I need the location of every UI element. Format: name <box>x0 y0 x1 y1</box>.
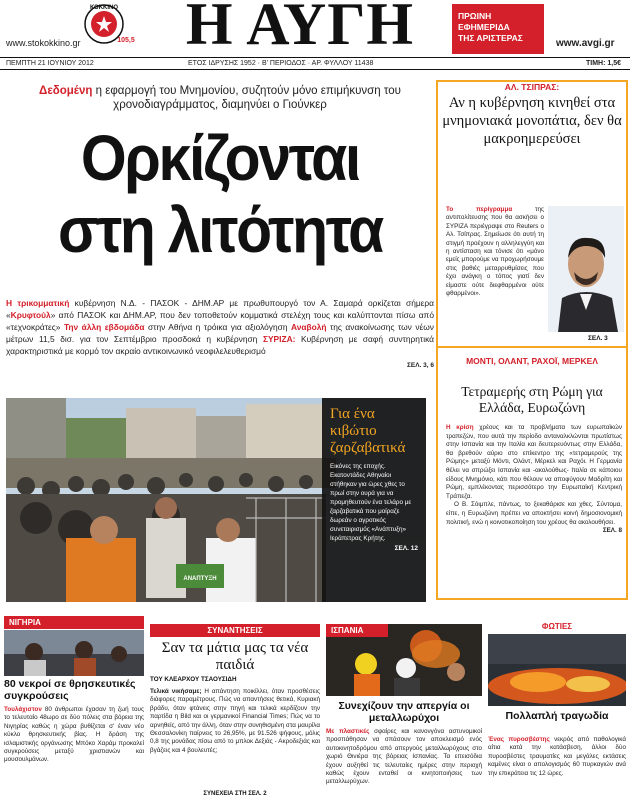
fires-body-text: νεκρός από παθολογικά αίτια κατά την κατάσβεση, άλλοι δύο πυροσβέστες τραυματίες και μεγάλες εκτάσεις καμένες είναι ο απολογισμός 60 πυρκαγιών ανά την επικράτεια τις 12 ώρες. <box>488 736 626 777</box>
spain-body-text: σφαίρες και κανονγόνα αστυνομικοί προσπάθησαν να σπάσουν τον αποκλεισμό ενός αυτοκινητοδρόμου από απεργούς μεταλλωρύχους στο χωριό Θινιέρα της βόρειας Ισπανίας. Τα επεισόδια έχουν αυξηθεί τις τελευταίες ημέρες στην περιοχή καθώς έχουν ενταθεί οι κινητοποιήσεις των μεταλλωρύχων. <box>326 728 482 786</box>
tsipras-headline[interactable]: Αν η κυβέρνηση κινηθεί στα μνημονιακά μονοπάτια, δεν θα μακροημερεύσει <box>442 95 622 147</box>
issue-price: ΤΙΜΗ: 1,5€ <box>586 60 622 67</box>
summit-body <box>446 424 622 536</box>
photo-story-title[interactable]: Για ένα κιβώτιο ζαρζαβατικά <box>330 406 406 456</box>
tagline-line-1: ΠΡΩΙΝΗ <box>458 11 492 21</box>
issue-date: ΠΕΜΠΤΗ 21 ΙΟΥΝΙΟΥ 2012 <box>6 60 94 67</box>
lead-text-4: Κυβέρνηση με σαφή συντηρητικά χαρακτηριστικά με κορμό τον ακραίο αντικοινωνικό νεοφιλελευθερισμό <box>6 334 434 356</box>
tagline-line-2: ΕΦΗΜΕΡΙΔΑ <box>458 22 510 32</box>
lead-text-1: κυβέρνηση Ν.Δ. - ΠΑΣΟΚ - ΔΗΜ.ΑΡ με πρωθυπουργό τον Α. Σαμαρά ορκίζεται σήμερα « <box>6 298 435 320</box>
nigeria-headline[interactable]: 80 νεκροί σε θρησκευτικές συγκρούσεις <box>4 678 136 702</box>
headline-line-1: Ορκίζονται <box>80 122 360 194</box>
meetings-byline: ΤΟΥ ΚΛΕΑΡΧΟΥ ΤΣΑΟΥΣΙΔΗ <box>150 676 237 683</box>
kokkino-radio-logo <box>80 2 144 46</box>
summit-kicker: ΜΟΝΤΙ, ΟΛΑΝΤ, ΡΑΧΟΪ, ΜΕΡΚΕΛ <box>466 356 598 366</box>
spain-body <box>326 728 482 800</box>
kicker-text: η εφαρμογή του Μνημονίου, συζητούν μόνο επιμήκυνση του χρονοδιαγράμματος, διαμηνύει ο Γιούνκερ <box>92 85 401 111</box>
lead-red-1: Κρυφτούλ <box>10 310 51 320</box>
fires-headline[interactable]: Πολλαπλή τραγωδία <box>505 710 609 722</box>
right-column-divider <box>436 346 628 348</box>
meetings-body <box>150 688 320 790</box>
lead-paragraph <box>6 297 434 372</box>
lead-bold-2: Την άλλη εβδομάδα <box>63 322 145 332</box>
meetings-page-ref[interactable]: ΣΥΝΕΧΕΙΑ ΣΤΗ ΣΕΛ. 2 <box>203 791 267 797</box>
fires-body-bold: Ένας πυροσβέστης <box>488 736 550 743</box>
meetings-body-bold: Τελικά νικήσαμε; <box>150 688 202 695</box>
tsipras-body-bold: Το περίγραμμα <box>446 206 513 213</box>
summit-headline[interactable]: Τετραμερής στη Ρώμη για Ελλάδα, Ευρωζώνη <box>461 384 603 415</box>
dateline-bar <box>0 57 630 70</box>
summit-page-ref[interactable]: ΣΕΛ. 8 <box>602 527 622 535</box>
nigeria-photo <box>4 630 144 676</box>
fires-body <box>488 736 626 800</box>
photo-story-body: Εικόνες της εποχής. Εκατοντάδες Αθηναίοι στήθηκαν για ώρες χθες το πρωί στην ουρά για να προμηθευτούν ένα τελάρο με ζαρζαβατικά που μοίραζε δωρεάν ο αγροτικός συνεταιρισμός «Ανάπτυξη» Ιεράπετρας Κρήτης. <box>330 463 412 542</box>
produce-box-label: ΑΝΑΠΤΥΞΗ <box>183 576 217 582</box>
nigeria-body <box>4 706 144 800</box>
logo-frequency: 105,5 <box>117 37 135 44</box>
tsipras-body <box>446 206 544 298</box>
kicker-bold: Δεδομένη <box>39 85 93 97</box>
main-headline[interactable] <box>23 122 417 266</box>
section-nigeria: ΝΙΓΗΡΙΑ <box>4 616 144 629</box>
lead-page-ref[interactable]: ΣΕΛ. 3, 6 <box>406 362 434 369</box>
section-spain: ΙΣΠΑΝΙΑ <box>326 624 388 637</box>
lead-bold-4: ΣΥΡΙΖΑ: <box>262 334 296 344</box>
spain-headline[interactable]: Συνεχίζουν την απεργία οι μεταλλωρύχοι <box>338 700 470 724</box>
tsipras-portrait <box>548 206 624 332</box>
summit-body-p2: Ο Β. Σόιμπλε, πάντως, το ξεκαθάρισε και χθες. Σύντομα, είπε, η Ευρωζώνη πρέπει να αποκτήσει κοινή δημοσιονομική πολιτική, ενώ η κοινοτικοποίηση του χρέους θα ακολουθήσει. <box>446 501 622 526</box>
radio-url[interactable]: www.stokokkino.gr <box>6 38 81 48</box>
headline-line-2: στη λιτότητα <box>57 194 383 266</box>
newspaper-url[interactable]: www.avgi.gr <box>556 38 615 49</box>
nigeria-body-text: 80 άνθρωποι έχασαν τη ζωή τους το τελευταίο 48ωρο σε δύο πόλεις στα βόρεια της Νιγηρίας καθώς η χώρα βυθίζεται σ' έναν νέο κύκλο θρησκευτικής βίας. Η δράση της ισλαμιστικής οργάνωσης Μπόκο Χαράμ προκαλεί συγκρούσεις μεταξύ χριστιανών και μουσουλμάνων. <box>4 706 144 764</box>
lead-bold-3: Αναβολή <box>290 322 327 332</box>
newspaper-title: Η ΑΥΓΗ <box>185 0 415 57</box>
lead-text-1b: » από ΠΑΣΟΚ και ΔΗΜ.ΑΡ, που δεν τοποθετούν κομματικά στελέχη τους και καλύπτονται πίσω από «τεχνοκράτες» <box>6 310 434 332</box>
nigeria-body-bold: Τουλάχιστον <box>4 706 42 713</box>
spain-body-bold: Με πλαστικές <box>326 728 370 735</box>
headline-kicker <box>6 84 434 112</box>
tsipras-kicker: ΑΛ. ΤΣΙΠΡΑΣ: <box>504 82 560 92</box>
lead-bold-1: Η τρικομματική <box>6 298 70 308</box>
logo-text: ΚΟΚΚΙΝΟ <box>89 5 119 11</box>
lead-text-3: της ανακοίνωσης των νέων μέτρων 11,5 δισ. για τον Σεπτέμβριο προσδοκά η κυβέρνηση <box>6 322 434 344</box>
section-fires: ΦΩΤΙΕΣ <box>488 620 626 633</box>
tsipras-body-text: της αντιπολίτευσης που θα ασκήσει ο ΣΥΡΙΖΑ περιέγραψε στο Reuters ο Αλ. Τσίπρας. Σημείωσε ότι αυτή τη στιγμή προέχουν η αλληλεγγύη και η αντίσταση και τόνισε ότι «μόνο εμείς μπορούμε να προχωρήσουμε στις βαθιές μεταρρυθμίσεις που έχει ανάγκη ο τόπος γιατί δεν είμαστε ούτε διεφθαρμένοι ούτε φθαρμένοι». <box>446 206 544 298</box>
tagline-box <box>452 4 544 54</box>
meetings-headline[interactable]: Σαν τα μάτια μας τα νέα παιδιά <box>161 640 309 673</box>
meetings-body-text: Η απάντηση ποικίλλει, όταν προσθέσεις διάφορες παραμέτρους. Πώς να απαντήσεις θετικά, Κυριακή βράδυ, όταν φτάνεις στην πηγή και τελικά κερδίζουν την παρτίδα η Bild και οι γερμανικοί Financial Times; Πώς να το αρνηθείς, από την άλλη, όταν στην συνηθισμένη στα μαυρίλα Θεσσαλονίκη παίρνεις το 26,95%, με 91.526 ψήφους, μόλις 0,8 της μονάδας πίσω από το μπλοκ Δεξιάς - Ακροδεξιάς και βγάζεις και 4 βουλευτές; <box>150 688 320 754</box>
photo-story-page-ref[interactable]: ΣΕΛ. 12 <box>394 545 418 552</box>
photo-caption-box <box>322 398 426 602</box>
fires-photo <box>488 634 626 706</box>
summit-body-bold: Η κρίση <box>446 424 474 431</box>
section-meetings: ΣΥΝΑΝΤΗΣΕΙΣ <box>150 624 320 637</box>
issue-info: ΕΤΟΣ ΙΔΡΥΣΗΣ 1952 · Β' ΠΕΡΙΟΔΟΣ · ΑΡ. ΦΥΛΛΟΥ 11438 <box>188 60 374 67</box>
lead-text-2: στην Αθήνα η τρόικα για αξιολόγηση <box>144 322 291 332</box>
tsipras-page-ref[interactable]: ΣΕΛ. 3 <box>588 335 608 342</box>
summit-body-text: χρέους και τα προβλήματα των ευρωπαϊκών τραπεζών, που αυτά την περίοδο ανταναλκλώνται πρωτίστως στην Ισπανία και την Ιταλία και δευτερευόντως στην Ελλάδα, θα βρεθούν αύριο στο επίκεντρο της «τετραμερούς της Ρώμης» μεταξύ Μόντι, Ολάντ, Μέρκελ και Ραχόι. Η Γερμανία θέλει να σπρώξει Ισπανία και -ακολούθως- Ιταλία σε κάποιου είδους Μνημόνιο, κάτι που θέλουν να αποφύγουν Μαδρίτη και Ρώμη, εμπλέκοντας περισσότερο την Ευρωπαϊκή Κεντρική Τράπεζα. <box>446 424 623 500</box>
tagline-line-3: ΤΗΣ ΑΡΙΣΤΕΡΑΣ <box>458 33 523 43</box>
